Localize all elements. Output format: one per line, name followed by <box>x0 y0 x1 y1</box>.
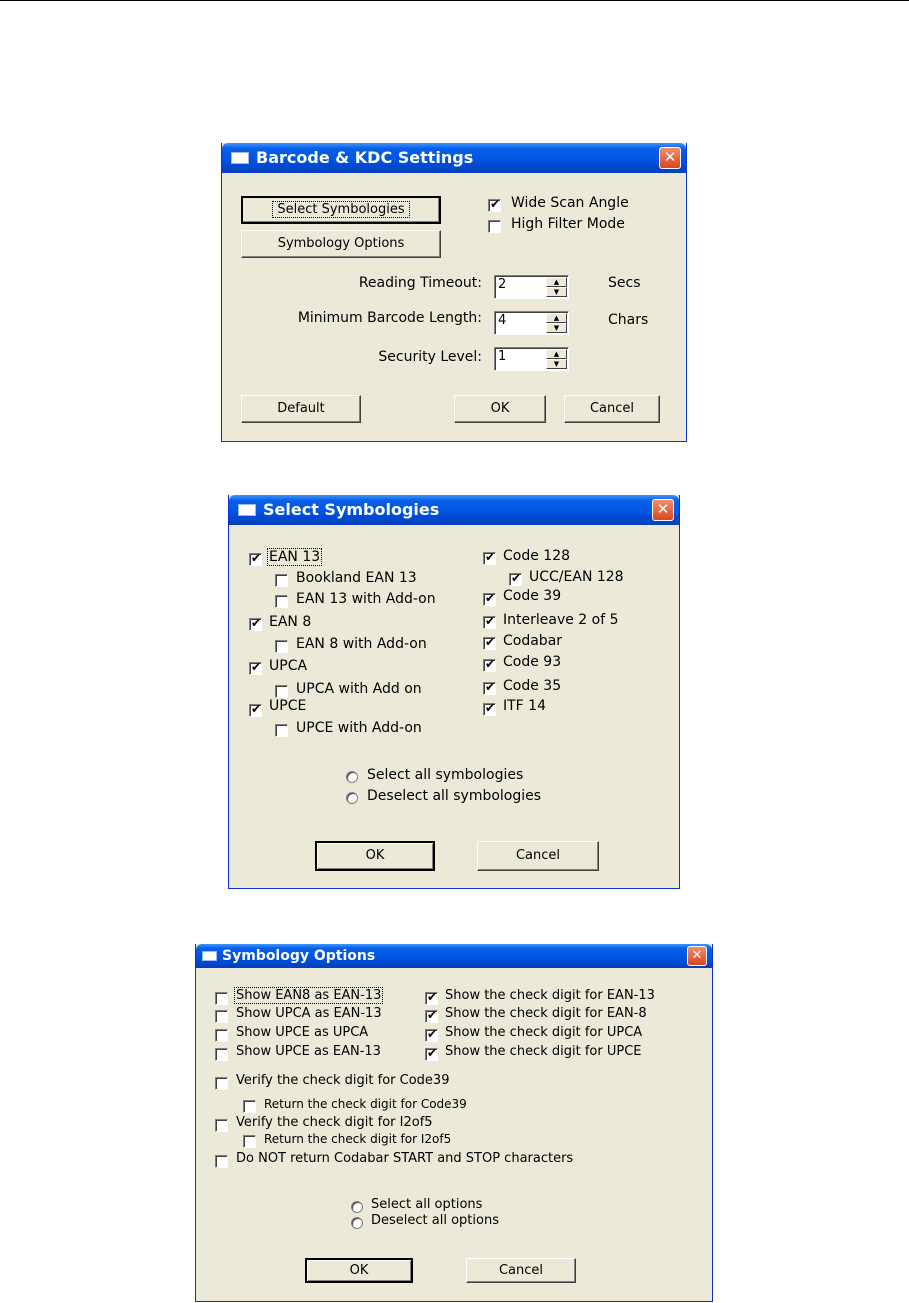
select-all-options-label: Select all options <box>371 1197 483 1212</box>
check-mark-icon: ✔ <box>485 591 496 605</box>
cancel-button[interactable] <box>564 395 660 423</box>
show-check-digit-upca-label: Show the check digit for UPCA <box>445 1025 643 1040</box>
select-all-symbologies-label: Select all symbologies <box>367 767 524 783</box>
select-all-options-radio[interactable] <box>351 1201 363 1213</box>
wide-scan-angle-label: Wide Scan Angle <box>511 195 629 211</box>
security-level-label: Security Level: <box>378 349 482 365</box>
check-mark-icon: ✔ <box>251 660 262 674</box>
ean13-label <box>269 549 322 565</box>
check-mark-icon: ✔ <box>485 635 496 649</box>
check-mark-icon: ✔ <box>251 702 262 716</box>
check-mark-icon: ✔ <box>427 1008 438 1022</box>
dialog-title: Select Symbologies <box>263 500 440 519</box>
check-mark-icon: ✔ <box>485 680 496 694</box>
window-icon <box>238 504 256 516</box>
interleave-2of5-label: Interleave 2 of 5 <box>503 612 619 628</box>
show-check-digit-ean8-label: Show the check digit for EAN-8 <box>445 1006 647 1021</box>
show-ean8-as-ean13-checkbox[interactable] <box>215 992 228 1005</box>
check-mark-icon: ✔ <box>490 197 501 211</box>
upca-addon-label: UPCA with Add on <box>296 681 422 697</box>
reading-timeout-unit: Secs <box>608 275 641 291</box>
min-barcode-length-spinbox[interactable] <box>494 311 569 335</box>
verify-check-digit-i2of5-label: Verify the check digit for I2of5 <box>236 1115 433 1130</box>
check-mark-icon: ✔ <box>427 1027 438 1041</box>
show-upce-as-upca-checkbox[interactable] <box>215 1029 228 1042</box>
check-mark-icon: ✔ <box>485 701 496 715</box>
bookland-ean13-label: Bookland EAN 13 <box>296 570 417 586</box>
show-check-digit-upce-checkbox[interactable] <box>425 1048 438 1061</box>
close-icon[interactable]: ✕ <box>687 946 707 966</box>
upce-label: UPCE <box>269 698 307 714</box>
select-symbologies-button[interactable] <box>241 196 441 224</box>
high-filter-mode-label: High Filter Mode <box>511 216 625 232</box>
ucc-ean128-label: UCC/EAN 128 <box>529 569 624 585</box>
title-bar[interactable] <box>222 143 686 173</box>
symbology-options-dialog <box>195 944 713 1302</box>
show-upca-as-ean13-label: Show UPCA as EAN-13 <box>236 1006 382 1021</box>
ean8-checkbox[interactable] <box>249 618 262 631</box>
show-ean8-as-ean13-text: Show EAN8 as EAN-13 <box>236 988 382 1003</box>
codabar-no-start-stop-label: Do NOT return Codabar START and STOP characters <box>236 1151 574 1166</box>
code93-label: Code 93 <box>503 654 562 670</box>
min-barcode-length-value: 4 <box>498 313 507 328</box>
reading-timeout-value: 2 <box>498 277 507 292</box>
spin-arrows <box>546 313 567 333</box>
default-label: Default <box>277 401 325 416</box>
reading-timeout-spinbox[interactable] <box>494 275 569 299</box>
upce-addon-label: UPCE with Add-on <box>296 720 422 736</box>
show-check-digit-ean13-label: Show the check digit for EAN-13 <box>445 988 655 1003</box>
return-check-digit-code39-checkbox[interactable] <box>243 1100 256 1113</box>
symbology-options-label: Symbology Options <box>277 236 405 251</box>
spin-up-icon[interactable]: ▲ <box>546 313 567 323</box>
page-top-rule <box>0 0 909 1</box>
ean13-text: EAN 13 <box>269 549 321 565</box>
ean13-checkbox[interactable] <box>249 553 262 566</box>
spin-down-icon[interactable]: ▼ <box>546 359 567 369</box>
deselect-all-symbologies-radio[interactable] <box>346 792 358 804</box>
upca-label: UPCA <box>269 658 308 674</box>
spin-down-icon[interactable]: ▼ <box>546 323 567 333</box>
ean8-addon-checkbox[interactable] <box>275 640 288 653</box>
codabar-no-start-stop-checkbox[interactable] <box>215 1155 228 1168</box>
spin-down-icon[interactable]: ▼ <box>546 287 567 297</box>
deselect-all-options-radio[interactable] <box>351 1217 363 1229</box>
code35-label: Code 35 <box>503 678 562 694</box>
default-button[interactable] <box>241 395 361 423</box>
upca-addon-checkbox[interactable] <box>275 685 288 698</box>
close-icon[interactable]: ✕ <box>659 147 681 169</box>
return-check-digit-i2of5-checkbox[interactable] <box>243 1135 256 1148</box>
check-mark-icon: ✔ <box>485 657 496 671</box>
ean13-addon-checkbox[interactable] <box>275 595 288 608</box>
codabar-label: Codabar <box>503 633 563 649</box>
interleave-2of5-checkbox[interactable] <box>483 616 496 629</box>
code39-checkbox[interactable] <box>483 593 496 606</box>
ean13-addon-label: EAN 13 with Add-on <box>296 591 436 607</box>
spin-up-icon[interactable]: ▲ <box>546 277 567 287</box>
window-icon <box>202 951 217 961</box>
cancel-label: Cancel <box>589 401 635 416</box>
code35-checkbox[interactable] <box>483 682 496 695</box>
return-check-digit-i2of5-label: Return the check digit for I2of5 <box>264 1132 452 1146</box>
code128-checkbox[interactable] <box>483 552 496 565</box>
verify-check-digit-code39-label: Verify the check digit for Code39 <box>236 1073 450 1088</box>
bookland-ean13-checkbox[interactable] <box>275 574 288 587</box>
return-check-digit-code39-label: Return the check digit for Code39 <box>264 1097 467 1111</box>
code93-checkbox[interactable] <box>483 659 496 672</box>
show-ean8-as-ean13-label <box>236 988 383 1003</box>
close-icon[interactable]: ✕ <box>652 499 674 521</box>
show-check-digit-ean13-checkbox[interactable] <box>425 992 438 1005</box>
show-check-digit-ean8-checkbox[interactable] <box>425 1010 438 1023</box>
cancel-button[interactable] <box>466 1258 576 1283</box>
check-mark-icon: ✔ <box>251 616 262 630</box>
check-mark-icon: ✔ <box>485 550 496 564</box>
code128-label: Code 128 <box>503 548 571 564</box>
ean8-label: EAN 8 <box>269 614 312 630</box>
verify-check-digit-code39-checkbox[interactable] <box>215 1077 228 1090</box>
wide-scan-angle-checkbox[interactable] <box>488 199 501 212</box>
check-mark-icon: ✔ <box>511 571 522 585</box>
ok-label: OK <box>490 401 510 416</box>
select-all-symbologies-radio[interactable] <box>346 771 358 783</box>
ok-button[interactable] <box>454 395 546 423</box>
spin-up-icon[interactable]: ▲ <box>546 349 567 359</box>
upca-checkbox[interactable] <box>249 662 262 675</box>
cancel-button[interactable] <box>477 841 599 871</box>
show-upce-as-ean13-checkbox[interactable] <box>215 1048 228 1061</box>
ok-button[interactable] <box>305 1258 413 1283</box>
show-check-digit-upce-label: Show the check digit for UPCE <box>445 1044 642 1059</box>
barcode-kdc-settings-dialog <box>221 143 687 442</box>
cancel-label: Cancel <box>515 848 561 863</box>
window-icon <box>231 152 249 164</box>
deselect-all-options-label: Deselect all options <box>371 1213 499 1228</box>
min-barcode-length-unit: Chars <box>608 312 649 328</box>
ok-label: OK <box>349 1263 369 1278</box>
reading-timeout-label: Reading Timeout: <box>358 275 482 291</box>
show-check-digit-upca-checkbox[interactable] <box>425 1029 438 1042</box>
cancel-label: Cancel <box>498 1263 544 1278</box>
itf14-label: ITF 14 <box>503 698 546 714</box>
ok-button[interactable] <box>315 841 435 871</box>
select-symbologies-label: Select Symbologies <box>272 201 409 218</box>
security-level-spinbox[interactable] <box>494 347 569 371</box>
spin-arrows <box>546 277 567 297</box>
min-barcode-length-label: Minimum Barcode Length: <box>297 310 482 326</box>
ok-label: OK <box>365 848 385 863</box>
show-upce-as-upca-label: Show UPCE as UPCA <box>236 1025 369 1040</box>
dialog-title: Symbology Options <box>222 948 376 964</box>
check-mark-icon: ✔ <box>485 614 496 628</box>
spin-arrows <box>546 349 567 369</box>
code39-label: Code 39 <box>503 588 562 604</box>
select-symbologies-dialog <box>228 495 680 889</box>
itf14-checkbox[interactable] <box>483 703 496 716</box>
high-filter-mode-checkbox[interactable] <box>488 220 501 233</box>
title-bar[interactable] <box>196 944 712 968</box>
dialog-title: Barcode & KDC Settings <box>256 148 474 167</box>
ucc-ean128-checkbox[interactable] <box>509 573 522 586</box>
upce-checkbox[interactable] <box>249 704 262 717</box>
codabar-checkbox[interactable] <box>483 637 496 650</box>
title-bar[interactable] <box>229 495 679 525</box>
check-mark-icon: ✔ <box>427 1046 438 1060</box>
show-upca-as-ean13-checkbox[interactable] <box>215 1010 228 1023</box>
check-mark-icon: ✔ <box>251 551 262 565</box>
upce-addon-checkbox[interactable] <box>275 724 288 737</box>
ean8-addon-label: EAN 8 with Add-on <box>296 636 427 652</box>
deselect-all-symbologies-label: Deselect all symbologies <box>367 788 542 804</box>
verify-check-digit-i2of5-checkbox[interactable] <box>215 1119 228 1132</box>
security-level-value: 1 <box>498 349 507 364</box>
show-upce-as-ean13-label: Show UPCE as EAN-13 <box>236 1044 381 1059</box>
symbology-options-button[interactable] <box>241 230 441 258</box>
check-mark-icon: ✔ <box>427 990 438 1004</box>
